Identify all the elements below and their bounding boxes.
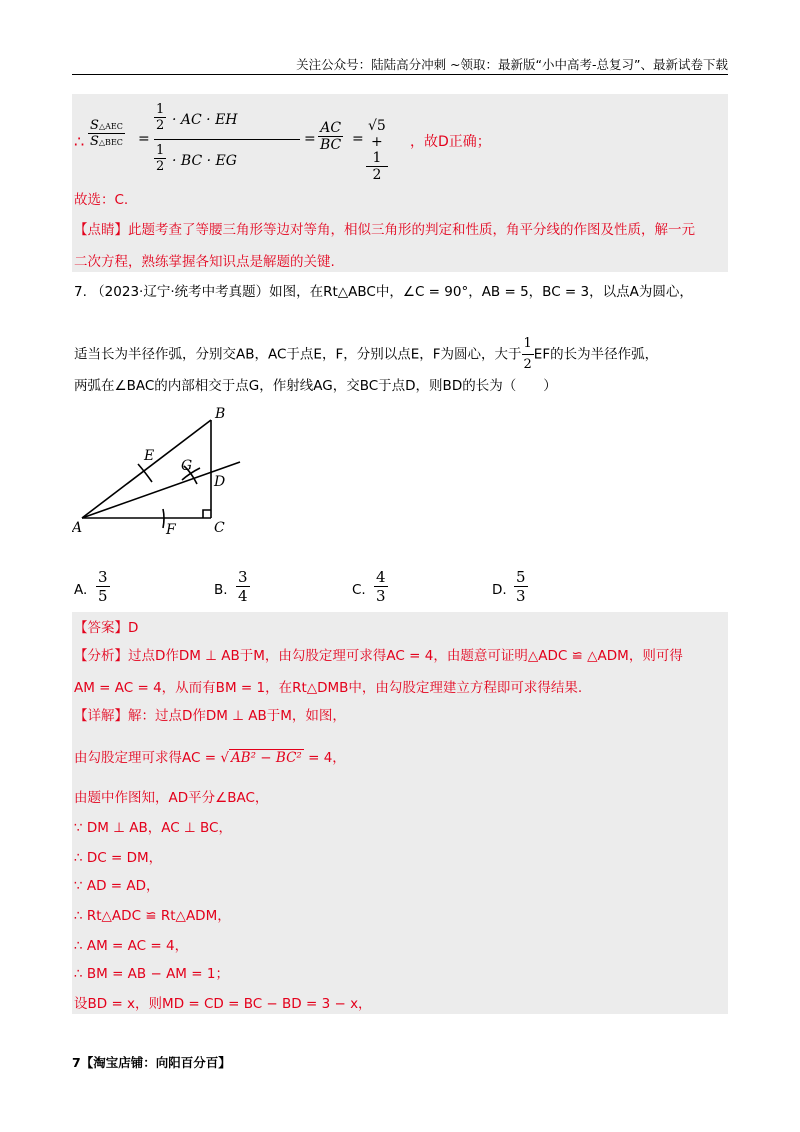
golden-ratio: $\frac{√5 + 1}{2}$	[368, 118, 386, 183]
therefore-symbol: ∴	[74, 132, 85, 151]
question-line-2: 适当长为半径作弧，分别交AB，AC于点E，F，分别以点E，F为圆心，大于 $\frac{1}{2}$ EF的长为半径作弧，	[74, 336, 659, 372]
step-3: ∴ DC = DM，	[74, 850, 163, 866]
analysis-line-2: AM = AC = 4，从而有BM = 1，在Rt△DMB中，由勾股定理建立方程即可求得结果.	[74, 680, 583, 696]
page-footer: 7【淘宝店铺：向阳百分百】	[72, 1055, 231, 1070]
step-7: ∴ BM = AB − AM = 1；	[74, 966, 229, 982]
label-c: C	[214, 520, 225, 536]
choice-line: 故选：C.	[74, 192, 129, 208]
step-6: ∴ AM = AC = 4，	[74, 938, 189, 954]
question-line-1: 7. （2023·辽宁·统考中考真题）如图，在Rt△ABC中，∠C = 90°，AB = 5，BC = 3，以点A为圆心，	[74, 284, 693, 300]
area-ratio: S△AEC S△BEC	[90, 118, 123, 149]
step-1: 由题中作图知，AD平分∠BAC，	[74, 790, 269, 806]
big-fraction: $\frac{1}{2}$ · AC · EH $\frac{1}{2}$ · BC · EG	[154, 100, 300, 180]
equals: =	[138, 131, 150, 147]
ac-over-bc: $\frac{AC}{BC}$	[320, 120, 342, 153]
right-angle-mark	[203, 510, 211, 518]
conclusion-text: ，故D正确；	[410, 134, 491, 150]
label-f: F	[166, 522, 176, 538]
label-g: G	[181, 458, 193, 474]
equals: =	[352, 131, 364, 147]
comment-line-2: 二次方程，熟练掌握各知识点是解题的关键.	[74, 254, 335, 270]
step-8: 设BD = x，则MD = CD = BC − BD = 3 − x，	[74, 996, 372, 1012]
equals: =	[304, 131, 316, 147]
analysis-line-1: 【分析】过点D作DM ⊥ AB于M，由勾股定理可求得AC = 4，由题意可证明△ADC ≌ △ADM，则可得	[74, 648, 683, 664]
question-line-3: 两弧在∠BAC的内部相交于点G，作射线AG，交BC于点D，则BD的长为（ ）	[74, 378, 557, 394]
detail-line-2: 由勾股定理可求得AC = √ AB² − BC² = 4，	[74, 750, 346, 766]
label-b: B	[215, 406, 226, 422]
step-2: ∵ DM ⊥ AB，AC ⊥ BC，	[74, 820, 232, 836]
step-5: ∴ Rt△ADC ≌ Rt△ADM，	[74, 908, 231, 924]
ray-ag	[82, 462, 240, 518]
answer-line: 【答案】D	[74, 620, 139, 636]
comment-line-1: 【点睛】此题考查了等腰三角形等边对等角，相似三角形的判定和性质，角平分线的作图及性质，解一元	[74, 222, 695, 238]
page-header: 关注公众号：陆陆高分冲刺 ~领取：最新版“小中高考-总复习”、最新试卷下载	[72, 56, 728, 75]
step-4: ∵ AD = AD，	[74, 878, 160, 894]
label-d: D	[214, 474, 226, 490]
label-e: E	[144, 448, 155, 464]
label-a: A	[72, 520, 83, 536]
triangle-figure	[72, 402, 252, 542]
detail-line-1: 【详解】解：过点D作DM ⊥ AB于M，如图，	[74, 708, 346, 724]
